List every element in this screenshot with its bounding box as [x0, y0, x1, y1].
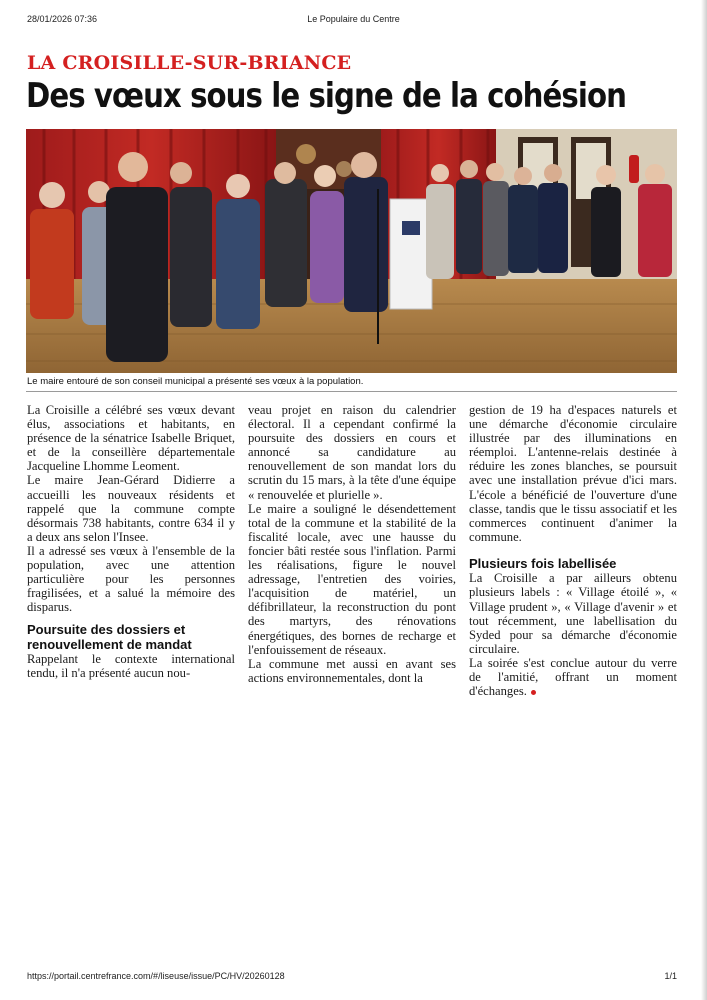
article-paragraph: Le maire a souligné le désendettement total de la commune et la stabilité de la fiscalité locale, avec une hausse du foncier bâti restée sous l'inflation. Parmi les réalisations, figure le nouvel adressage, l'entretien des voiries, l'acquisition de matériel, un défibrillateur, la reconstruction du pont des martyrs, des rénovations énergétiques, des bornes de recharge et l'enfouissement de réseaux.: [248, 501, 456, 657]
article-closing-text: La soirée s'est conclue autour du verre de l'amitié, offrant un moment d'échanges.: [469, 655, 677, 699]
photo-caption: Le maire entouré de son conseil municipal a présenté ses vœux à la population.: [27, 376, 364, 387]
article-paragraph: Le maire Jean-Gérard Didierre a accueilli les nouveaux résidents et rappelé que la commune compte désormais 738 habitants, contre 634 il y a deux ans selon l'Insee.: [27, 473, 235, 544]
article-column-3: [469, 403, 677, 698]
article-paragraph-last: [469, 656, 677, 698]
article-headline: Des vœux sous le signe de la cohésion: [26, 76, 626, 116]
article-column-2: [248, 403, 456, 685]
article-kicker: LA CROISILLE-SUR-BRIANCE: [27, 52, 352, 74]
print-footer: [0, 971, 707, 985]
print-url: https://portail.centrefrance.com/#/liseuse/issue/PC/HV/20260128: [27, 971, 285, 981]
article-column-1: [27, 403, 235, 680]
article-paragraph: gestion de 19 ha d'espaces naturels et une démarche d'économie circulaire illustrée par des illuminations en réemploi. L'antenne-relais destinée à réduire les zones blanches, se poursuit avec une installation prévue d'ici mars. L'école a bénéficié de l'ouverture d'une classe, tandis que le tissu associatif et les commerces continuent d'animer la commune.: [469, 403, 677, 544]
print-header: [0, 14, 707, 28]
article-photo: [26, 129, 677, 373]
article-paragraph: La Croisille a par ailleurs obtenu plusieurs labels : « Village étoilé », « Village prudent », « Village d'avenir » et tout récemment, une labellisation du Syded pour sa démarche d'économie circulaire.: [469, 571, 677, 656]
article-end-mark: [531, 690, 536, 695]
print-source: Le Populaire du Centre: [307, 14, 400, 24]
article-paragraph: Il a adressé ses vœux à l'ensemble de la population, avec une attention particulière pour les personnes fragilisées, et a salué la mémoire des disparus.: [27, 543, 235, 615]
caption-divider: [26, 391, 677, 392]
article-paragraph: La commune met aussi en avant ses actions environnementales, dont la: [248, 656, 456, 685]
article-paragraph: veau projet en raison du calendrier électoral. Il a cependant confirmé la poursuite des dossiers en cours et annoncé sa candidature au renouvellement de son mandat lors du scrutin du 15 mars, à la tête d'une équipe « renouvelée et plurielle ».: [248, 403, 456, 502]
print-page-number: 1/1: [664, 971, 677, 981]
article-subheading: Plusieurs fois labellisée: [469, 555, 617, 571]
page-edge-shadow: [701, 0, 707, 1000]
print-datetime: 28/01/2026 07:36: [27, 14, 98, 24]
photo-illustration: [26, 129, 677, 373]
article-paragraph: Rappelant le contexte international tendu, il n'a présenté aucun nou-: [27, 652, 235, 681]
article-subheading: Poursuite des dossiers et renouvellement de mandat: [27, 622, 192, 652]
article-paragraph: La Croisille a célébré ses vœux devant élus, associations et habitants, en présence de la sénatrice Isabelle Briquet, et de la conseillère départementale Jacqueline Lhomme Leoment.: [27, 403, 235, 474]
